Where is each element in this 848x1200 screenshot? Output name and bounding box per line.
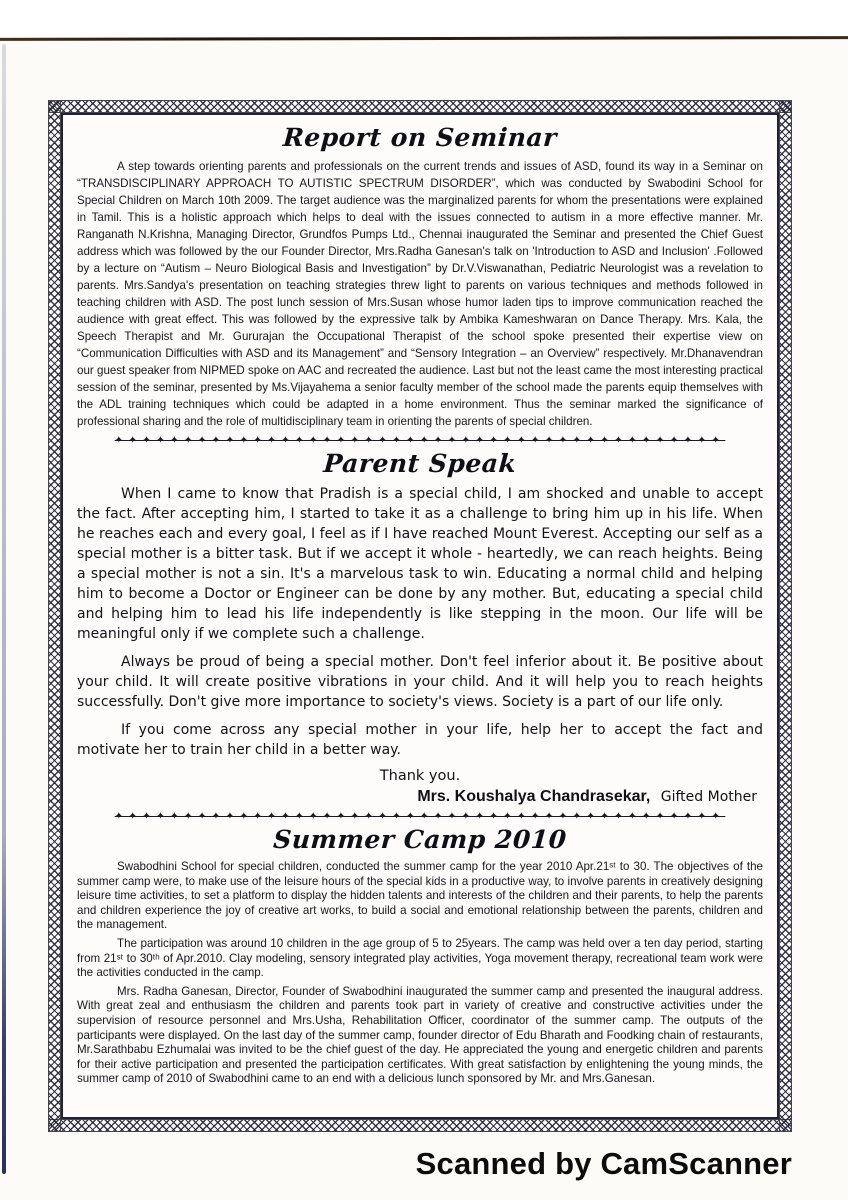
section-summer-camp <box>77 825 763 1087</box>
diamond-divider: ✦✦✦✦✦✦✦✦✦✦✦✦✦✦✦✦✦✦✦✦✦✦✦✦✦✦✦✦✦✦✦✦✦✦✦✦✦✦✦✦✦✦✦✦ <box>114 435 726 446</box>
signature-role: Gifted Mother <box>660 789 757 805</box>
section-report-on-seminar <box>77 123 763 430</box>
signature-name: Mrs. Koushalya Chandrasekar, <box>417 788 651 805</box>
report-on-seminar-paragraph: A step towards orienting parents and professionals on the current trends and issues of ASD, found its way in a Seminar on “TRANSDISCIPLINARY APPROACH TO AUTISTIC SPECTRUM DISORDER”, which was conducted by Swabodini School for Special Children on March 10th 2009. The target audience was the marginalized parents for whom the presentations were explained in Tamil. This is a holistic approach which helps to deal with the issues connected to autism in a more effective manner. Mr. Ranganath N.Krishna, Managing Director, Grundfos Pumps Ltd., Chennai inaugurated the Seminar and presented the Chief Guest address which was followed by the our Founder Director, Mrs.Radha Ganesan's talk on 'Introduction to ASD and Inclusion' .Followed by a lecture on “Autism – Neuro Biological Basis and Investigation” by Dr.V.Viswanathan, Pediatric Neurologist was a revelation to parents. Mrs.Sandya's presentation on teaching strategies threw light to parents on various techniques and methods followed in teaching children with ASD. The post lunch session of Mrs.Susan whose humor laden tips to improve communication reached the audience with great effect. This was followed by the expressive talk by Ambika Kameshwaran on Dance Therapy. Mrs. Kala, the Speech Therapist and Mr. Gururajan the Occupational Therapist of the school spoke presented their expertise view on “Communication Difficulties with ASD and its Management” and “Sensory Integration – an Overview” respectively. Mr.Dhanavendran our guest speaker from NIPMED spoke on AAC and recreated the audience. Last but not the least came the most interesting practical session of the seminar, presented by Ms.Vijayahema a senior faculty member of the school made the parents equip themselves with the ADL training techniques which could be adapted in a home environment. Thus the seminar marked the significance of professional sharing and the role of multidisciplinary team in orienting the parents of special children. <box>77 160 763 428</box>
section-parent-speak <box>77 449 763 806</box>
scan-margin-top <box>0 0 848 37</box>
zigzag-border-top <box>49 101 791 113</box>
parent-speak-paragraph-2: Always be proud of being a special mother. Don't feel inferior about it. Be positive about your child. It will create positive vibrations in your child. And it will help you to reach heights successfully. Don't give more importance to society's views. Society is a part of our life only. <box>77 654 763 710</box>
scan-edge-line <box>0 36 848 41</box>
signature-line <box>77 788 757 806</box>
camscanner-watermark: Scanned by CamScanner <box>415 1146 792 1181</box>
report-on-seminar-title: Report on Seminar <box>282 123 558 152</box>
zigzag-border-right <box>779 101 791 1131</box>
parent-speak-paragraph-3: If you come across any special mother in your life, help her to accept the fact and motivate her to train her child in a better way. <box>77 722 763 758</box>
summer-camp-title: Summer Camp 2010 <box>272 825 568 854</box>
decorative-border-frame <box>48 100 792 1132</box>
parent-speak-title: Parent Speak <box>322 449 518 478</box>
summer-camp-paragraph-1: Swabodhini School for special children, conducted the summer camp for the year 2010 Apr.21ˢᵗ to 30. The objectives of the summer camp were, to make use of the leisure hours of the special kids in a productive way, to involve parents in creatively designing leisure time activities, to set a platform to display the hidden talents and interests of the children and their parents, to help the parents and children experience the joy of creative art works, to build a social and emotional relationship between the parents, children and the management. <box>77 860 763 932</box>
thank-you-line: Thank you. <box>379 768 461 784</box>
zigzag-border-bottom <box>49 1119 791 1131</box>
diamond-divider: ✦✦✦✦✦✦✦✦✦✦✦✦✦✦✦✦✦✦✦✦✦✦✦✦✦✦✦✦✦✦✦✦✦✦✦✦✦✦✦✦✦✦✦✦ <box>114 811 726 822</box>
parent-speak-paragraph-1: When I came to know that Pradish is a special child, I am shocked and unable to accept the fact. After accepting him, I started to take it as a challenge to bring him up in his life. When he reaches each and every goal, I feel as if I have reached Mount Everest. Accepting our self as a special mother is a bitter task. But if we accept it whole - heartedly, we can reach heights. Being a special mother is not a sin. It's a marvelous task to win. Educating a normal child and helping him to become a Doctor or Engineer can be done by any mother. But, educating a special child and helping him to lead his life independently is like stepping in the moon. Our life will be meaningful only if we complete such a challenge. <box>77 486 763 642</box>
summer-camp-paragraph-2: The participation was around 10 children in the age group of 5 to 25years. The camp was held over a ten day period, starting from 21ˢᵗ to 30ᵗʰ of Apr.2010. Clay modeling, sensory integrated play activities, Yoga movement therapy, recreational team work were the activities conducted in the camp. <box>77 936 763 980</box>
page-content <box>61 113 779 1119</box>
scan-edge-streak <box>2 44 6 1174</box>
zigzag-border-left <box>49 101 61 1131</box>
summer-camp-paragraph-3: Mrs. Radha Ganesan, Director, Founder of Swabodhini inaugurated the summer camp and presented the inaugural address. With great zeal and enthusiasm the children and parents took part in variety of creative and constructive activities under the supervision of resource personnel and Mrs.Usha, Rehabilitation Officer, coordinator of the summer camp. The outputs of the participants were displayed. On the last day of the summer camp, founder director of Edu Bharath and Foodking chain of restaurants, Mr.Sarathbabu Ezhumalai was invited to be the chief guest of the day. He appreciated the young and energetic children and parents for their active participation and presented the participation certificates. With great satisfaction by enlightening the young minds, the summer camp of 2010 of Swabodhini came to an end with a delicious lunch sponsored by Mr. and Mrs.Ganesan. <box>77 984 763 1086</box>
